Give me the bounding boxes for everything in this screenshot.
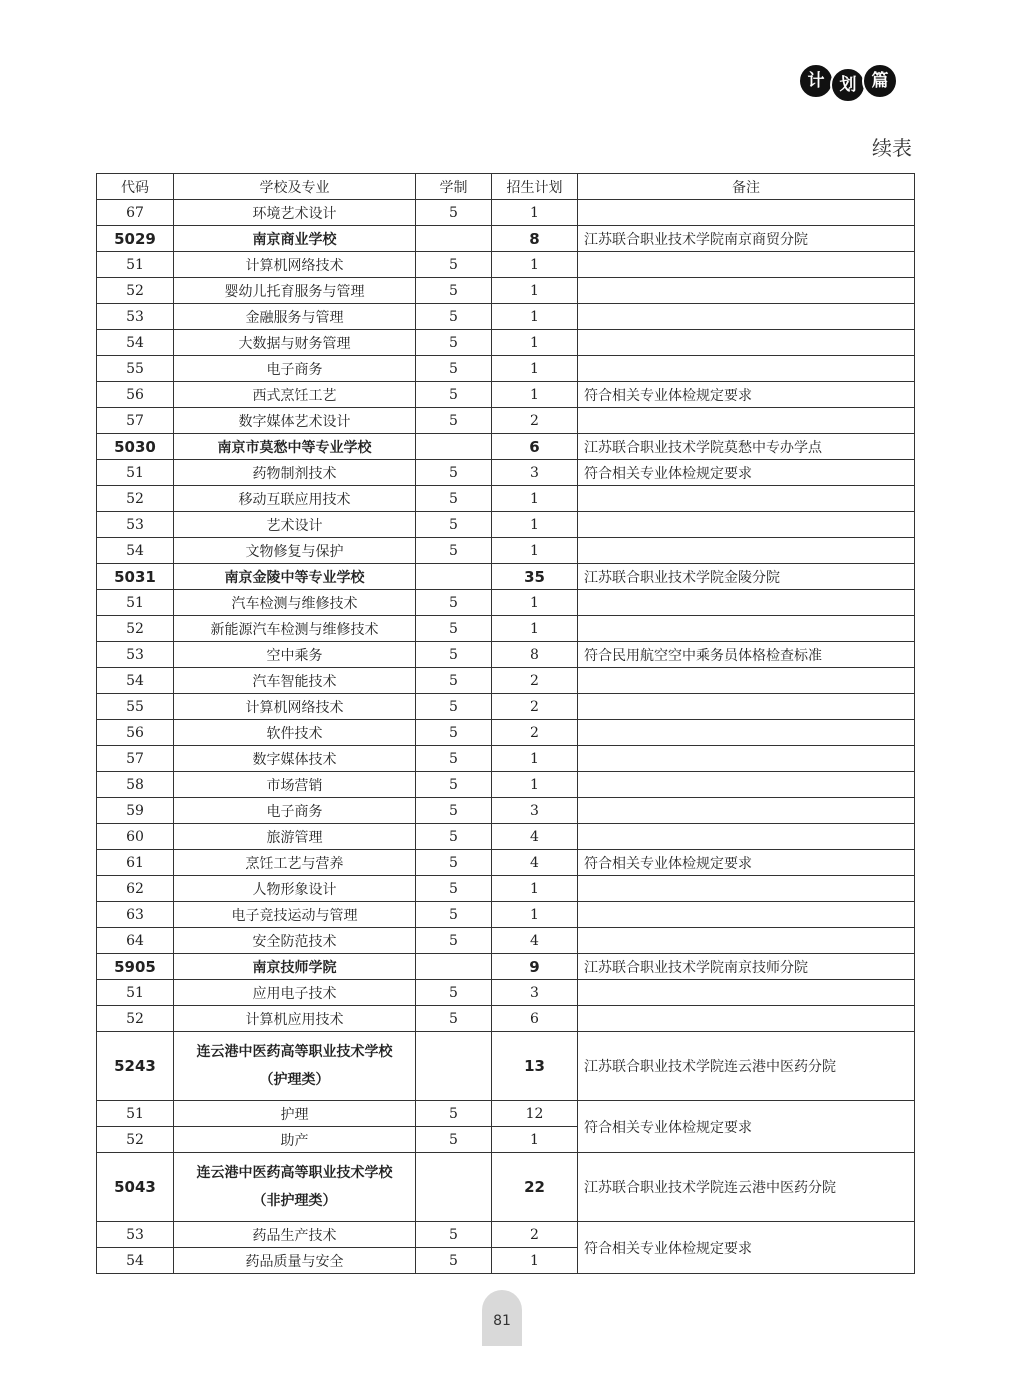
- plan-cell: 1: [492, 616, 578, 642]
- major-name-cell: 应用电子技术: [174, 980, 416, 1006]
- code-cell: 57: [97, 746, 174, 772]
- major-row: [97, 824, 915, 850]
- plan-cell: 2: [492, 694, 578, 720]
- school-row: [97, 954, 915, 980]
- plan-cell: 1: [492, 512, 578, 538]
- years-cell: 5: [416, 460, 492, 486]
- major-name-cell: 护理: [174, 1101, 416, 1127]
- major-name-cell: 药物制剂技术: [174, 460, 416, 486]
- code-cell: 54: [97, 668, 174, 694]
- note-cell: [578, 590, 915, 616]
- plan-cell: 4: [492, 928, 578, 954]
- code-cell: 54: [97, 1248, 174, 1274]
- code-cell: 51: [97, 980, 174, 1006]
- plan-cell: 2: [492, 1222, 578, 1248]
- major-row: [97, 200, 915, 226]
- major-row: [97, 538, 915, 564]
- school-name-cell: 南京市莫愁中等专业学校: [174, 434, 416, 460]
- years-cell: 5: [416, 278, 492, 304]
- school-name: 连云港中医药高等职业技术学校: [196, 1165, 393, 1181]
- major-name-cell: 数字媒体技术: [174, 746, 416, 772]
- code-cell: 54: [97, 330, 174, 356]
- plan-cell: 35: [492, 564, 578, 590]
- plan-cell: 1: [492, 772, 578, 798]
- years-cell: 5: [416, 330, 492, 356]
- major-row: [97, 902, 915, 928]
- major-name-cell: 计算机网络技术: [174, 694, 416, 720]
- major-name-cell: 汽车智能技术: [174, 668, 416, 694]
- major-name-cell: 计算机网络技术: [174, 252, 416, 278]
- plan-cell: 1: [492, 330, 578, 356]
- plan-cell: 12: [492, 1101, 578, 1127]
- plan-cell: 1: [492, 876, 578, 902]
- note-cell: [578, 512, 915, 538]
- major-row: [97, 694, 915, 720]
- major-row: [97, 668, 915, 694]
- logo-char: 划: [830, 67, 866, 103]
- code-cell: 51: [97, 252, 174, 278]
- note-cell: 江苏联合职业技术学院金陵分院: [578, 564, 915, 590]
- note-cell: [578, 772, 915, 798]
- major-name-cell: 助产: [174, 1127, 416, 1153]
- note-cell: [578, 928, 915, 954]
- years-cell: 5: [416, 746, 492, 772]
- major-row: [97, 1006, 915, 1032]
- major-row: [97, 720, 915, 746]
- header-years: 学制: [416, 174, 492, 200]
- major-name-cell: 数字媒体艺术设计: [174, 408, 416, 434]
- years-cell: [416, 1153, 492, 1222]
- note-cell: 江苏联合职业技术学院南京商贸分院: [578, 226, 915, 252]
- code-cell: 52: [97, 486, 174, 512]
- school-name-cell: [174, 1032, 416, 1101]
- years-cell: 5: [416, 590, 492, 616]
- code-cell: 55: [97, 356, 174, 382]
- code-cell: 5243: [97, 1032, 174, 1101]
- note-cell: [578, 356, 915, 382]
- major-row: [97, 876, 915, 902]
- major-row: [97, 746, 915, 772]
- plan-cell: 1: [492, 486, 578, 512]
- code-cell: 52: [97, 278, 174, 304]
- logo-char: 计: [798, 63, 834, 99]
- code-cell: 51: [97, 590, 174, 616]
- plan-cell: 1: [492, 1127, 578, 1153]
- header-school-major: 学校及专业: [174, 174, 416, 200]
- plan-cell: 1: [492, 902, 578, 928]
- years-cell: 5: [416, 512, 492, 538]
- note-cell: [578, 616, 915, 642]
- section-logo: [798, 63, 894, 103]
- years-cell: 5: [416, 616, 492, 642]
- code-cell: 58: [97, 772, 174, 798]
- school-name-cell: 南京金陵中等专业学校: [174, 564, 416, 590]
- plan-cell: 1: [492, 304, 578, 330]
- major-row: [97, 382, 915, 408]
- note-cell: [578, 824, 915, 850]
- code-cell: 51: [97, 460, 174, 486]
- plan-cell: 1: [492, 252, 578, 278]
- school-name-cell: [174, 1153, 416, 1222]
- major-name-cell: 烹饪工艺与营养: [174, 850, 416, 876]
- note-cell: 符合相关专业体检规定要求: [578, 850, 915, 876]
- major-row: [97, 980, 915, 1006]
- continued-table-label: 续表: [872, 136, 912, 160]
- major-name-cell: 移动互联应用技术: [174, 486, 416, 512]
- code-cell: 53: [97, 304, 174, 330]
- code-cell: 53: [97, 1222, 174, 1248]
- years-cell: 5: [416, 408, 492, 434]
- plan-cell: 1: [492, 278, 578, 304]
- years-cell: [416, 564, 492, 590]
- code-cell: 52: [97, 1006, 174, 1032]
- plan-cell: 1: [492, 356, 578, 382]
- major-row: [97, 1101, 915, 1127]
- code-cell: 53: [97, 512, 174, 538]
- years-cell: 5: [416, 694, 492, 720]
- years-cell: 5: [416, 902, 492, 928]
- note-cell: 符合相关专业体检规定要求: [578, 460, 915, 486]
- plan-cell: 2: [492, 408, 578, 434]
- years-cell: 5: [416, 772, 492, 798]
- plan-cell: 2: [492, 668, 578, 694]
- major-row: [97, 928, 915, 954]
- plan-cell: 3: [492, 460, 578, 486]
- code-cell: 54: [97, 538, 174, 564]
- school-row: [97, 226, 915, 252]
- note-cell: [578, 694, 915, 720]
- note-cell: 符合相关专业体检规定要求: [578, 1101, 915, 1153]
- plan-cell: 1: [492, 538, 578, 564]
- years-cell: 5: [416, 668, 492, 694]
- major-name-cell: 文物修复与保护: [174, 538, 416, 564]
- code-cell: 51: [97, 1101, 174, 1127]
- major-row: [97, 460, 915, 486]
- years-cell: [416, 226, 492, 252]
- note-cell: 符合民用航空空中乘务员体格检查标准: [578, 642, 915, 668]
- note-cell: [578, 538, 915, 564]
- major-row: [97, 486, 915, 512]
- code-cell: 5029: [97, 226, 174, 252]
- major-row: [97, 252, 915, 278]
- years-cell: 5: [416, 824, 492, 850]
- major-name-cell: 大数据与财务管理: [174, 330, 416, 356]
- major-row: [97, 590, 915, 616]
- code-cell: 57: [97, 408, 174, 434]
- major-name-cell: 电子商务: [174, 356, 416, 382]
- note-cell: 江苏联合职业技术学院连云港中医药分院: [578, 1032, 915, 1101]
- major-name-cell: 市场营销: [174, 772, 416, 798]
- code-cell: 5031: [97, 564, 174, 590]
- plan-cell: 1: [492, 746, 578, 772]
- code-cell: 56: [97, 382, 174, 408]
- code-cell: 60: [97, 824, 174, 850]
- logo-char: 篇: [862, 63, 898, 99]
- code-cell: 63: [97, 902, 174, 928]
- header-note: 备注: [578, 174, 915, 200]
- code-cell: 5030: [97, 434, 174, 460]
- plan-cell: 3: [492, 980, 578, 1006]
- plan-cell: 4: [492, 850, 578, 876]
- years-cell: [416, 954, 492, 980]
- school-category: （护理类）: [259, 1072, 330, 1088]
- code-cell: 5905: [97, 954, 174, 980]
- major-name-cell: 药品生产技术: [174, 1222, 416, 1248]
- years-cell: 5: [416, 252, 492, 278]
- school-row: [97, 564, 915, 590]
- header-plan: 招生计划: [492, 174, 578, 200]
- major-row: [97, 278, 915, 304]
- major-name-cell: 人物形象设计: [174, 876, 416, 902]
- years-cell: 5: [416, 1222, 492, 1248]
- note-cell: [578, 902, 915, 928]
- plan-cell: 1: [492, 200, 578, 226]
- major-name-cell: 软件技术: [174, 720, 416, 746]
- major-row: [97, 304, 915, 330]
- note-cell: [578, 746, 915, 772]
- note-cell: [578, 1006, 915, 1032]
- years-cell: 5: [416, 850, 492, 876]
- major-name-cell: 电子商务: [174, 798, 416, 824]
- years-cell: [416, 1032, 492, 1101]
- note-cell: 符合相关专业体检规定要求: [578, 1222, 915, 1274]
- note-cell: [578, 876, 915, 902]
- years-cell: 5: [416, 382, 492, 408]
- major-row: [97, 512, 915, 538]
- years-cell: 5: [416, 720, 492, 746]
- school-row: [97, 434, 915, 460]
- school-name-cell: 南京技师学院: [174, 954, 416, 980]
- major-name-cell: 艺术设计: [174, 512, 416, 538]
- major-name-cell: 安全防范技术: [174, 928, 416, 954]
- note-cell: [578, 278, 915, 304]
- major-row: [97, 772, 915, 798]
- note-cell: [578, 330, 915, 356]
- code-cell: 55: [97, 694, 174, 720]
- note-cell: 江苏联合职业技术学院连云港中医药分院: [578, 1153, 915, 1222]
- page-number: 81: [482, 1290, 522, 1346]
- major-name-cell: 空中乘务: [174, 642, 416, 668]
- plan-cell: 22: [492, 1153, 578, 1222]
- plan-cell: 9: [492, 954, 578, 980]
- major-name-cell: 金融服务与管理: [174, 304, 416, 330]
- code-cell: 67: [97, 200, 174, 226]
- code-cell: 5043: [97, 1153, 174, 1222]
- note-cell: [578, 798, 915, 824]
- years-cell: 5: [416, 980, 492, 1006]
- years-cell: 5: [416, 1006, 492, 1032]
- years-cell: 5: [416, 1127, 492, 1153]
- plan-cell: 13: [492, 1032, 578, 1101]
- code-cell: 53: [97, 642, 174, 668]
- major-row: [97, 356, 915, 382]
- table-header-row: [97, 174, 915, 200]
- code-cell: 52: [97, 1127, 174, 1153]
- plan-cell: 6: [492, 1006, 578, 1032]
- plan-cell: 2: [492, 720, 578, 746]
- major-row: [97, 798, 915, 824]
- years-cell: 5: [416, 798, 492, 824]
- years-cell: 5: [416, 876, 492, 902]
- years-cell: 5: [416, 200, 492, 226]
- plan-cell: 8: [492, 642, 578, 668]
- years-cell: 5: [416, 538, 492, 564]
- plan-cell: 8: [492, 226, 578, 252]
- major-name-cell: 旅游管理: [174, 824, 416, 850]
- plan-cell: 3: [492, 798, 578, 824]
- note-cell: 江苏联合职业技术学院南京技师分院: [578, 954, 915, 980]
- note-cell: [578, 486, 915, 512]
- school-name-cell: 南京商业学校: [174, 226, 416, 252]
- enrollment-plan-table: [96, 173, 915, 1274]
- school-row: [97, 1153, 915, 1222]
- plan-cell: 4: [492, 824, 578, 850]
- years-cell: 5: [416, 356, 492, 382]
- major-name-cell: 电子竞技运动与管理: [174, 902, 416, 928]
- major-name-cell: 汽车检测与维修技术: [174, 590, 416, 616]
- note-cell: [578, 252, 915, 278]
- major-row: [97, 408, 915, 434]
- plan-cell: 1: [492, 590, 578, 616]
- years-cell: 5: [416, 642, 492, 668]
- major-row: [97, 616, 915, 642]
- major-row: [97, 850, 915, 876]
- school-category: （非护理类）: [252, 1193, 337, 1209]
- code-cell: 61: [97, 850, 174, 876]
- major-row: [97, 1222, 915, 1248]
- major-row: [97, 642, 915, 668]
- code-cell: 64: [97, 928, 174, 954]
- code-cell: 59: [97, 798, 174, 824]
- years-cell: 5: [416, 1101, 492, 1127]
- header-code: 代码: [97, 174, 174, 200]
- major-name-cell: 环境艺术设计: [174, 200, 416, 226]
- school-row: [97, 1032, 915, 1101]
- major-name-cell: 计算机应用技术: [174, 1006, 416, 1032]
- major-name-cell: 新能源汽车检测与维修技术: [174, 616, 416, 642]
- note-cell: 江苏联合职业技术学院莫愁中专办学点: [578, 434, 915, 460]
- note-cell: [578, 980, 915, 1006]
- major-name-cell: 西式烹饪工艺: [174, 382, 416, 408]
- note-cell: [578, 408, 915, 434]
- major-name-cell: 药品质量与安全: [174, 1248, 416, 1274]
- note-cell: [578, 668, 915, 694]
- plan-cell: 6: [492, 434, 578, 460]
- note-cell: [578, 200, 915, 226]
- years-cell: 5: [416, 304, 492, 330]
- plan-cell: 1: [492, 382, 578, 408]
- years-cell: 5: [416, 1248, 492, 1274]
- years-cell: [416, 434, 492, 460]
- note-cell: 符合相关专业体检规定要求: [578, 382, 915, 408]
- major-name-cell: 婴幼儿托育服务与管理: [174, 278, 416, 304]
- note-cell: [578, 720, 915, 746]
- school-name: 连云港中医药高等职业技术学校: [196, 1044, 393, 1060]
- note-cell: [578, 304, 915, 330]
- code-cell: 52: [97, 616, 174, 642]
- years-cell: 5: [416, 928, 492, 954]
- plan-cell: 1: [492, 1248, 578, 1274]
- years-cell: 5: [416, 486, 492, 512]
- code-cell: 62: [97, 876, 174, 902]
- code-cell: 56: [97, 720, 174, 746]
- major-row: [97, 330, 915, 356]
